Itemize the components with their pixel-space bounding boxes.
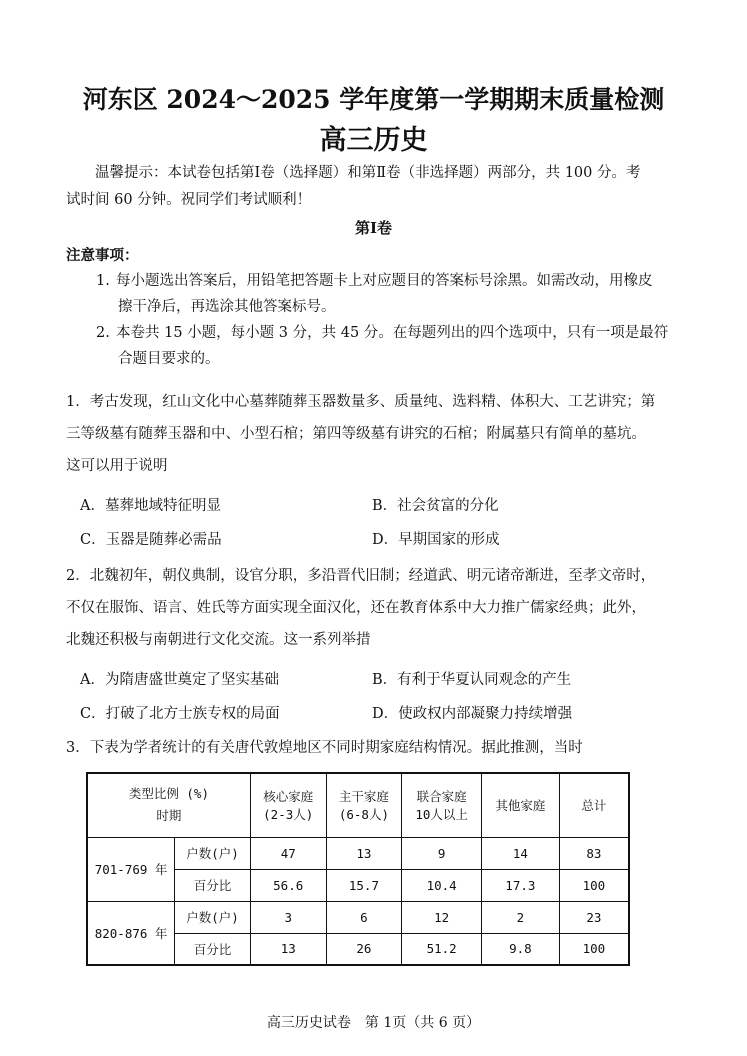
row-label: 户数(户) <box>175 837 251 869</box>
row-label: 百分比 <box>175 933 251 965</box>
notice-num: 1. <box>96 273 110 289</box>
table-cell: 51.2 <box>402 933 482 965</box>
option-c[interactable]: C．打破了北方士族专权的局面 <box>80 706 280 722</box>
page-footer: 高三历史试卷 第 1页（共 6 页） <box>266 1015 481 1031</box>
column-header-line1: 总计 <box>581 798 607 814</box>
subject-title: 高三历史 <box>319 125 428 156</box>
table-cell: 47 <box>250 837 326 869</box>
table-row <box>87 837 629 869</box>
column-header <box>250 773 326 837</box>
option-d[interactable]: D．使政权内部凝聚力持续增强 <box>372 706 573 722</box>
question-line: 1．考古发现，红山文化中心墓葬随葬玉器数量多、质量纯、选料精、体积大、工艺讲究；第 <box>66 394 656 410</box>
tips-line-1: 温馨提示：本试卷包括第Ⅰ卷（选择题）和第Ⅱ卷（非选择题）两部分，共 100 分。考 <box>95 165 641 181</box>
table-cell: 14 <box>482 837 560 869</box>
period-cell: 701-769 年 <box>87 837 175 901</box>
question-line: 2．北魏初年，朝仪典制，设官分职，多沿晋代旧制；经道武、明元诸帝渐进，至孝文帝时， <box>66 568 656 584</box>
table-row <box>87 901 629 933</box>
table-corner-cell <box>87 773 250 837</box>
table-cell: 9 <box>402 837 482 869</box>
column-header-line1: 主干家庭 <box>338 789 389 805</box>
notice-text: 每小题选出答案后，用铅笔把答题卡上对应题目的答案标号涂黑。如需改动，用橡皮 <box>116 273 653 289</box>
table-cell: 3 <box>250 901 326 933</box>
notice-text-cont: 合题目要求的。 <box>118 351 220 367</box>
table-cell: 83 <box>559 837 629 869</box>
table-cell: 6 <box>326 901 402 933</box>
table-cell: 13 <box>326 837 402 869</box>
column-header-line2: (6-8人) <box>338 807 389 823</box>
table-cell: 10.4 <box>402 869 482 901</box>
family-structure-table <box>86 772 630 966</box>
notice-heading: 注意事项： <box>66 247 139 264</box>
corner-label-top: 类型比例 (%) <box>128 786 209 802</box>
column-header <box>402 773 482 837</box>
question-line: 三等级墓有随葬玉器和中、小型石棺；第四等级墓有讲究的石棺；附属墓只有简单的墓坑。 <box>66 426 646 442</box>
tips-block <box>66 160 691 214</box>
option-b[interactable]: B．社会贫富的分化 <box>372 498 499 514</box>
notice-text-cont: 擦干净后，再选涂其他答案标号。 <box>118 299 336 315</box>
table-cell: 17.3 <box>482 869 560 901</box>
notice-text: 本卷共 15 小题，每小题 3 分，共 45 分。在每题列出的四个选项中，只有一项是最符 <box>116 325 669 341</box>
option-a[interactable]: A．墓葬地域特征明显 <box>80 498 221 514</box>
table-cell: 15.7 <box>326 869 402 901</box>
question-line: 3．下表为学者统计的有关唐代敦煌地区不同时期家庭结构情况。据此推测，当时 <box>66 740 583 756</box>
question-2 <box>66 560 690 656</box>
table-cell: 9.8 <box>482 933 560 965</box>
section-label: 第Ⅰ卷 <box>354 219 393 237</box>
question-1 <box>66 386 690 482</box>
table-cell: 100 <box>559 869 629 901</box>
table-cell: 100 <box>559 933 629 965</box>
row-label: 百分比 <box>175 869 251 901</box>
column-header-line2: (2-3人) <box>263 807 314 823</box>
notice-item <box>96 268 688 320</box>
question-line: 这可以用于说明 <box>66 458 168 474</box>
table-cell: 26 <box>326 933 402 965</box>
column-header-line1: 核心家庭 <box>263 789 314 805</box>
column-header-line1: 其他家庭 <box>495 798 546 814</box>
column-header-line2: 10人以上 <box>415 807 468 823</box>
option-a[interactable]: A．为隋唐盛世奠定了坚实基础 <box>80 672 279 688</box>
table-cell: 56.6 <box>250 869 326 901</box>
option-b[interactable]: B．有利于华夏认同观念的产生 <box>372 672 572 688</box>
option-c[interactable]: C．玉器是随葬必需品 <box>80 532 222 548</box>
exam-title: 河东区 2024～2025 学年度第一学期期末质量检测 <box>82 85 665 114</box>
corner-label-bottom: 时期 <box>156 808 182 824</box>
period-cell: 820-876 年 <box>87 901 175 965</box>
notice-num: 2. <box>96 325 110 341</box>
column-header <box>482 773 560 837</box>
column-header <box>326 773 402 837</box>
column-header <box>559 773 629 837</box>
table-cell: 23 <box>559 901 629 933</box>
table-header-row <box>87 773 629 837</box>
notice-item <box>96 320 688 372</box>
question-3 <box>66 732 690 764</box>
question-line: 北魏还积极与南朝进行文化交流。这一系列举措 <box>66 632 371 648</box>
row-label: 户数(户) <box>175 901 251 933</box>
table-cell: 13 <box>250 933 326 965</box>
column-header-line1: 联合家庭 <box>416 789 467 805</box>
table-cell: 12 <box>402 901 482 933</box>
table-cell: 2 <box>482 901 560 933</box>
option-d[interactable]: D．早期国家的形成 <box>372 532 500 548</box>
question-line: 不仅在服饰、语言、姓氏等方面实现全面汉化，还在教育体系中大力推广儒家经典；此外， <box>66 600 646 616</box>
tips-line-2: 试时间 60 分钟。祝同学们考试顺利！ <box>66 192 312 208</box>
